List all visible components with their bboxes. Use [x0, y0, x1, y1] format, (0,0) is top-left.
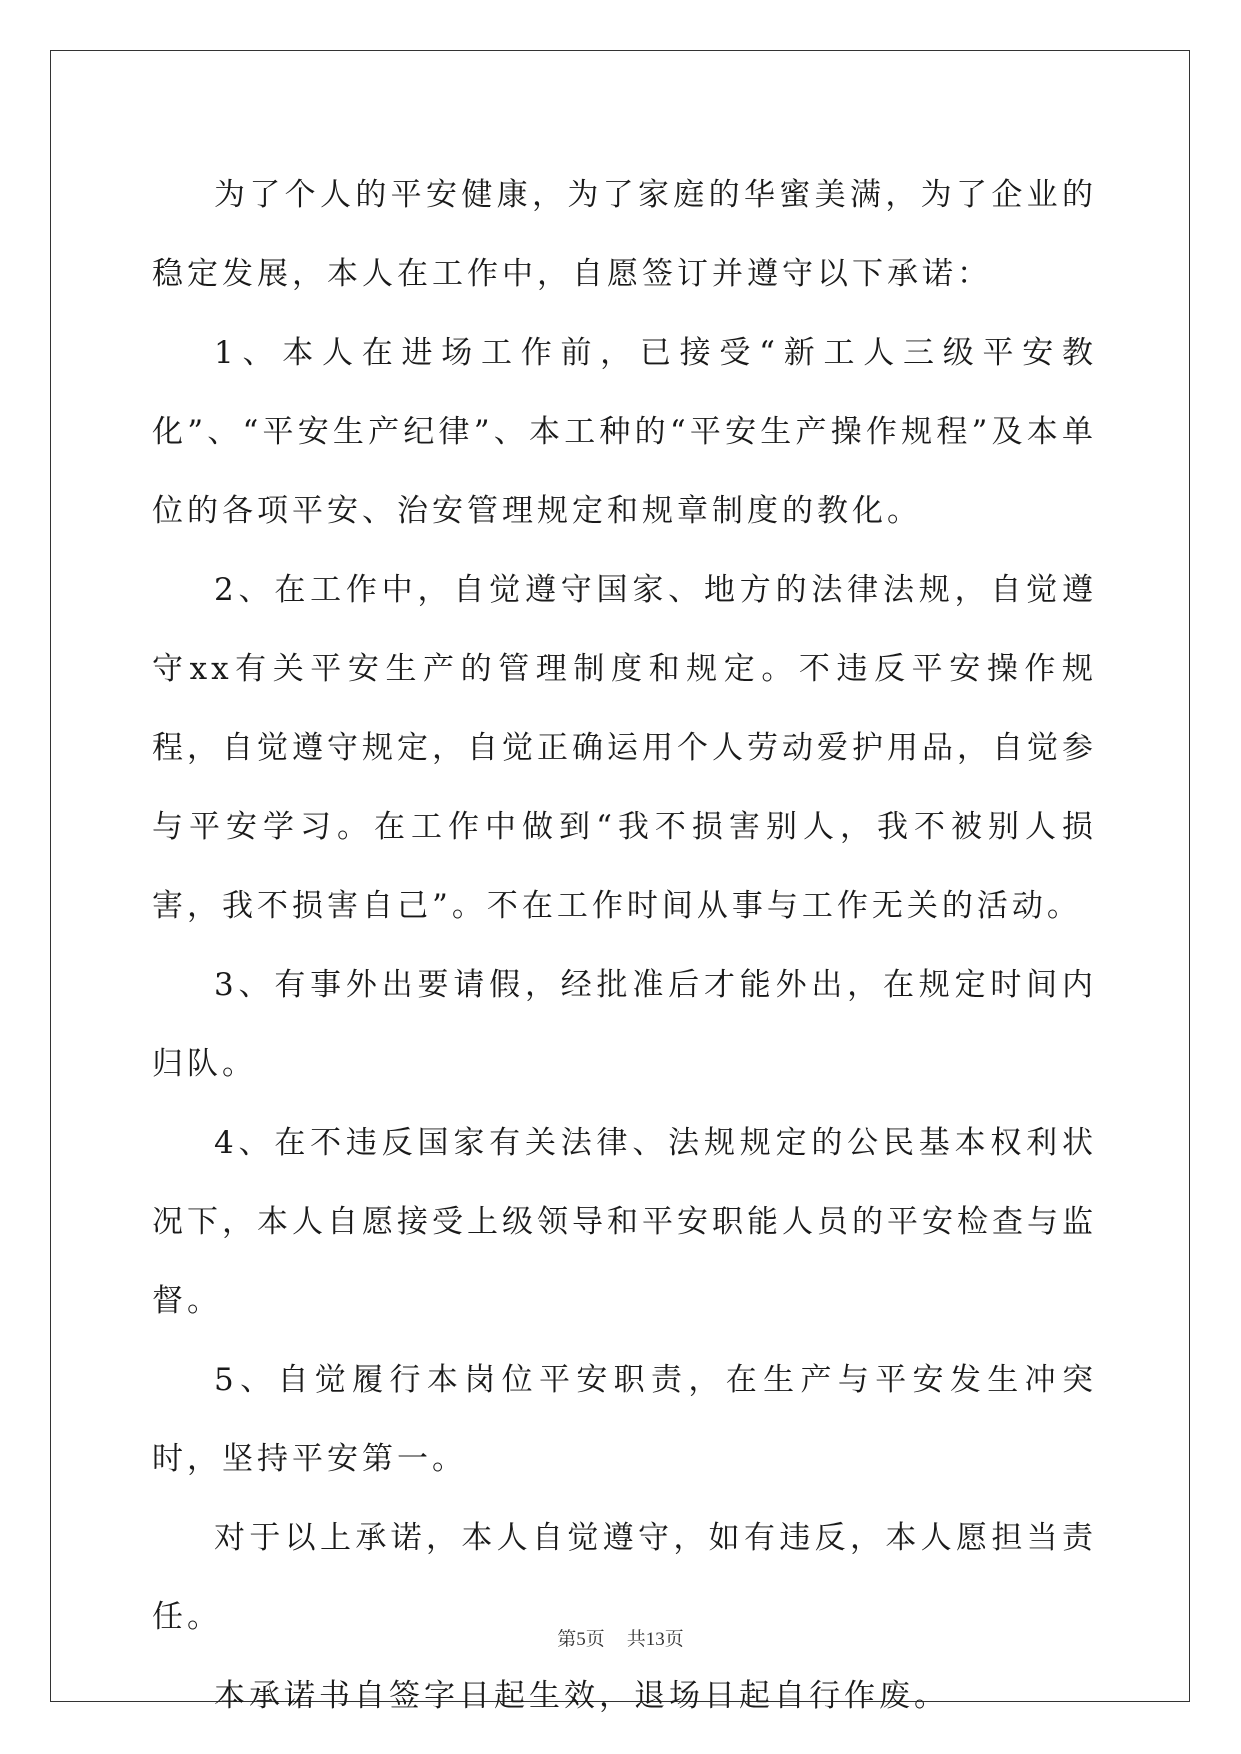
paragraph-intro: 为了个人的平安健康，为了家庭的华蜜美满，为了企业的稳定发展，本人在工作中，自愿签订并遵守以下承诺：: [152, 177, 1097, 292]
page-footer: [0, 1624, 1241, 1651]
document-body: [152, 156, 1097, 1736]
paragraph-effective: 本承诺书自签字日起生效，退场日起自行作废。: [214, 1678, 949, 1714]
paragraph-item-1: 1、本人在进场工作前，已接受“新工人三级平安教化”、“平安生产纪律”、本工种的“平安生产操作规程”及本单位的各项平安、治安管理规定和规章制度的教化。: [152, 335, 1097, 529]
paragraph-item-5: 5、自觉履行本岗位平安职责，在生产与平安发生冲突时，坚持平安第一。: [152, 1362, 1097, 1477]
paragraph-item-3: 3、有事外出要请假，经批准后才能外出，在规定时间内归队。: [152, 967, 1097, 1082]
page-total: 共13页: [626, 1629, 684, 1650]
paragraph-item-4: 4、在不违反国家有关法律、法规规定的公民基本权利状况下，本人自愿接受上级领导和平安职能人员的平安检查与监督。: [152, 1125, 1097, 1319]
page-number: 第5页: [557, 1629, 605, 1650]
paragraph-item-2: 2、在工作中，自觉遵守国家、地方的法律法规，自觉遵守xx有关平安生产的管理制度和规定。不违反平安操作规程，自觉遵守规定，自觉正确运用个人劳动爱护用品，自觉参与平安学习。在工作中做到“我不损害别人，我不被别人损害，我不损害自己”。不在工作时间从事与工作无关的活动。: [152, 572, 1097, 924]
paragraph-commitment: 对于以上承诺，本人自觉遵守，如有违反，本人愿担当责任。: [152, 1520, 1097, 1635]
